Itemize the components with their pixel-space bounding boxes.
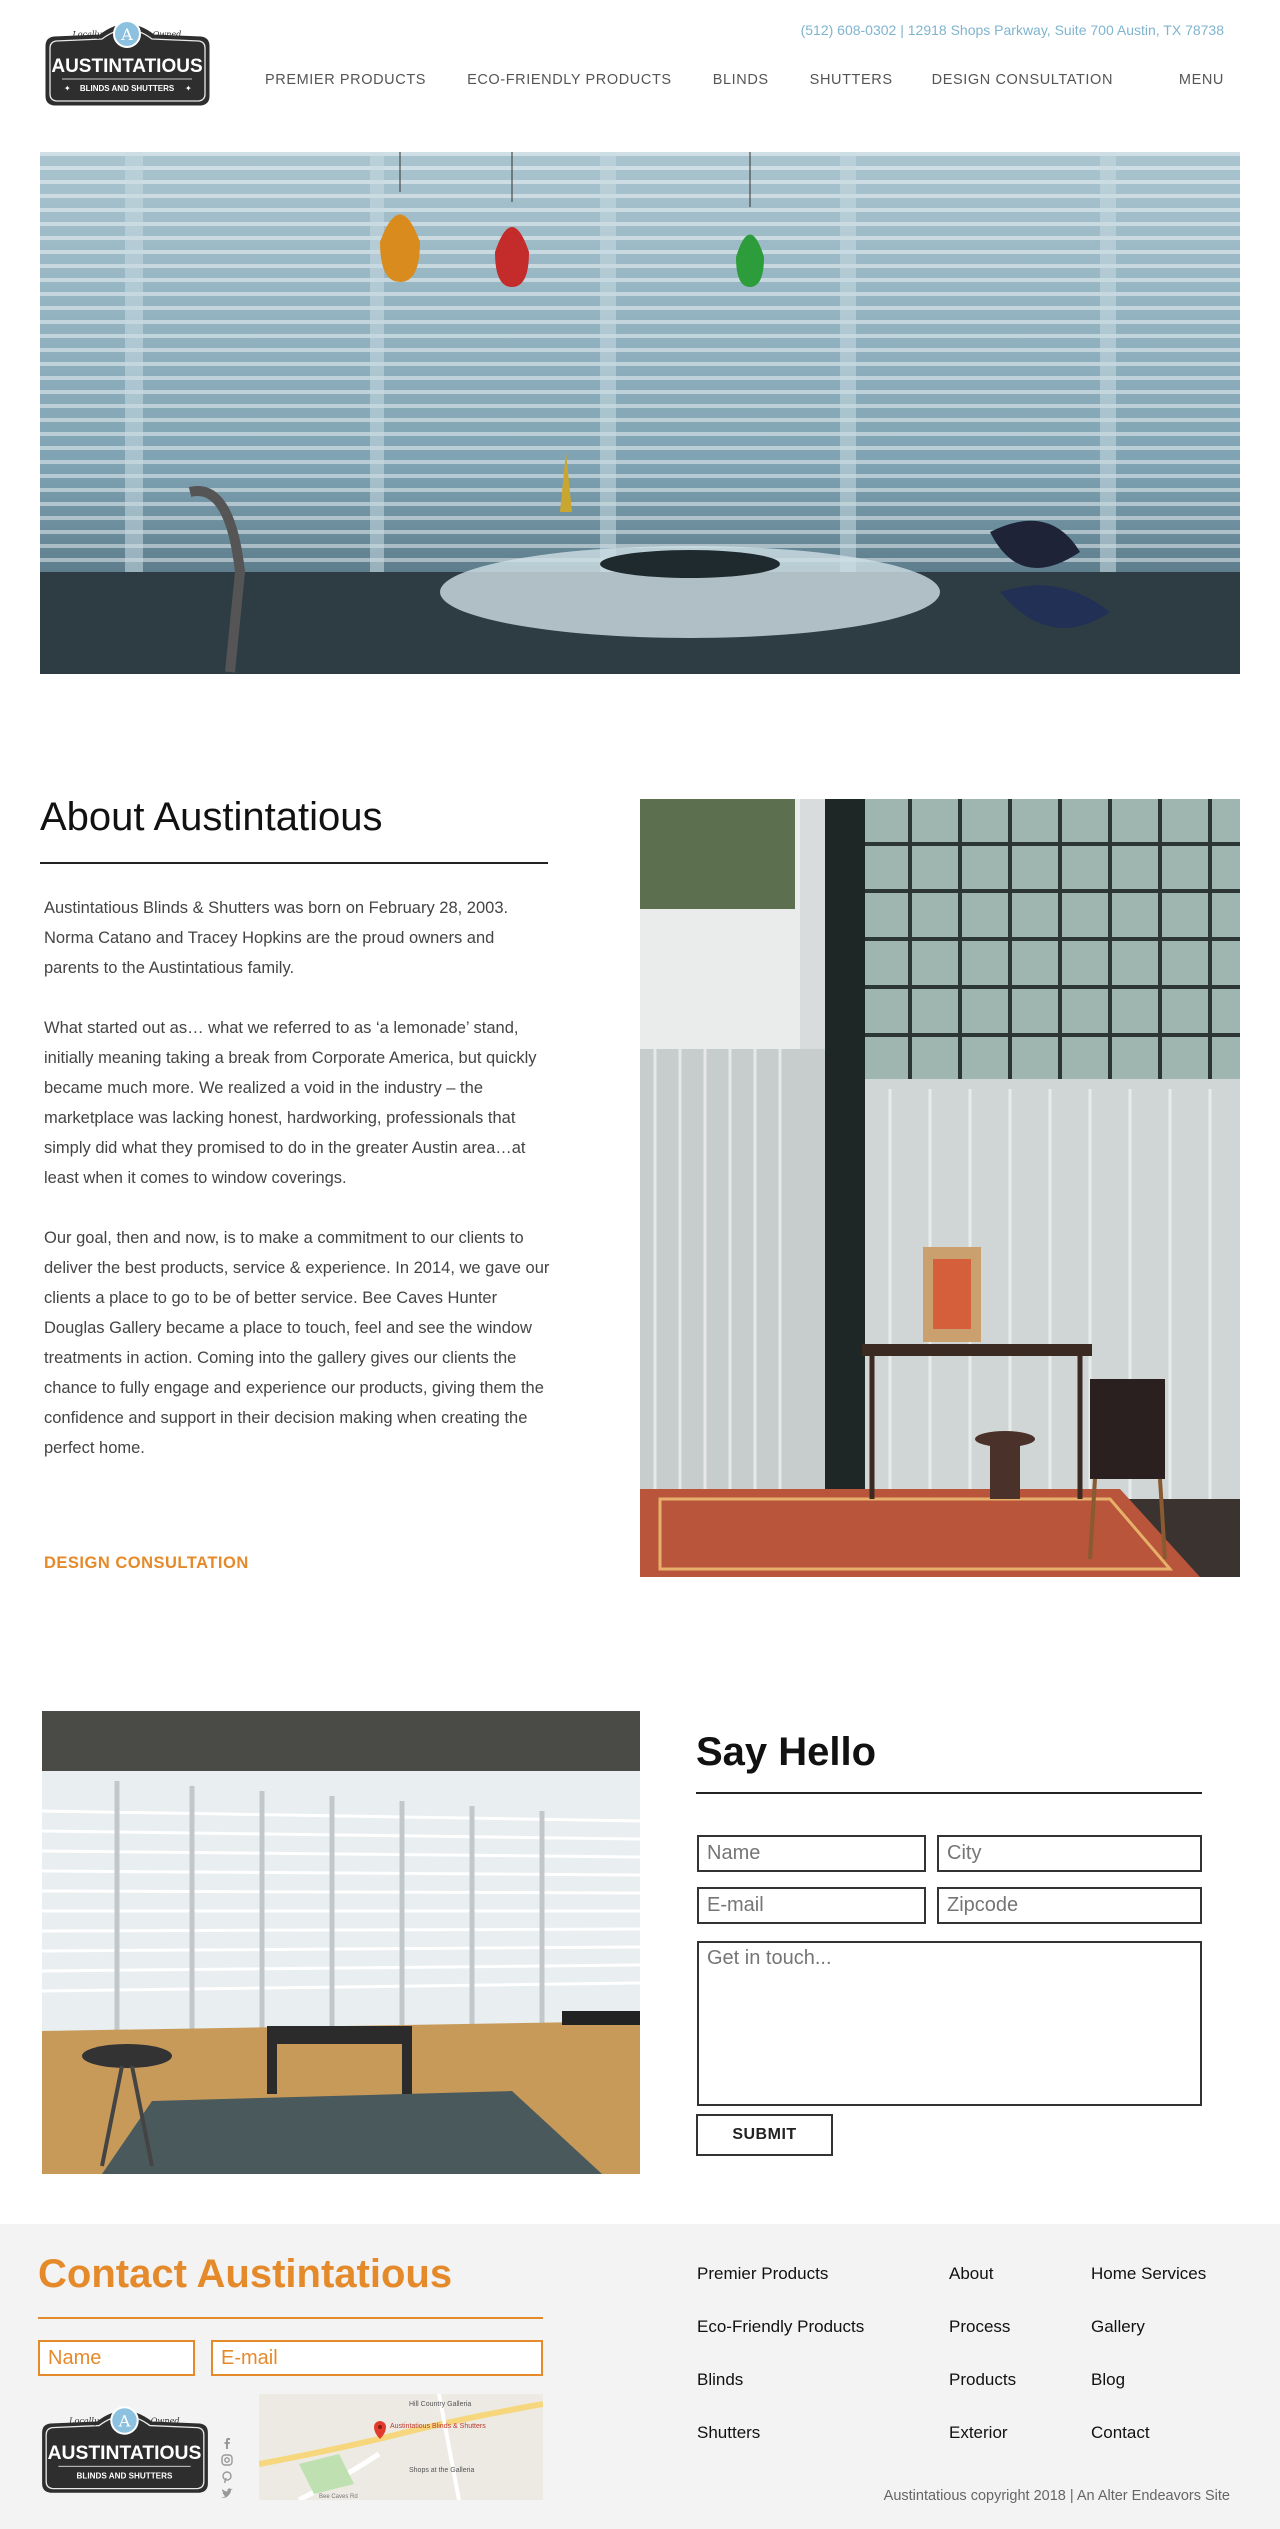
svg-text:A: A xyxy=(121,25,133,44)
svg-text:AUSTINTATIOUS: AUSTINTATIOUS xyxy=(51,56,203,77)
footer-link-products[interactable]: Products xyxy=(949,2370,1017,2389)
hero-image xyxy=(40,152,1240,674)
svg-text:A: A xyxy=(118,2411,131,2431)
say-hello-title: Say Hello xyxy=(696,1730,877,1774)
name-input[interactable] xyxy=(697,1835,926,1872)
footer-link-blinds[interactable]: Blinds xyxy=(697,2370,744,2389)
design-consultation-link[interactable]: DESIGN CONSULTATION xyxy=(44,1554,249,1572)
nav-eco-friendly-products[interactable]: ECO-FRIENDLY PRODUCTS xyxy=(467,72,672,88)
footer-link-exterior[interactable]: Exterior xyxy=(949,2423,1008,2442)
svg-text:✦: ✦ xyxy=(64,84,71,93)
svg-text:Bee Caves Rd: Bee Caves Rd xyxy=(319,2494,358,2500)
pinterest-icon[interactable] xyxy=(220,2470,234,2484)
social-links xyxy=(220,2436,234,2501)
about-paragraph: Our goal, then and now, is to make a commitment to our clients to deliver the best products, service & experience. In 2014, we gave our clients a place to go to be of better service. Bee Caves Hunter Douglas Gallery became a place to touch, feel and see the window treatments in action. Coming into the gallery gives our clients the chance to fully engage and experience our products, giving them the confidence and support in their decision making when creating the perfect home. xyxy=(44,1229,550,1457)
city-input[interactable] xyxy=(937,1835,1202,1872)
svg-text:Owned: Owned xyxy=(152,30,182,39)
instagram-icon[interactable] xyxy=(220,2453,234,2467)
about-text xyxy=(44,893,550,1493)
svg-text:Locally: Locally xyxy=(72,30,102,39)
about-title: About Austintatious xyxy=(40,795,383,839)
brand-logo[interactable] xyxy=(40,16,215,112)
submit-button[interactable]: SUBMIT xyxy=(696,2114,833,2156)
svg-text:Locally: Locally xyxy=(69,2415,99,2426)
site-header xyxy=(0,0,1280,140)
contact-divider xyxy=(38,2317,543,2319)
svg-text:Owned: Owned xyxy=(150,2415,180,2426)
svg-text:BLINDS AND SHUTTERS: BLINDS AND SHUTTERS xyxy=(79,84,175,93)
copyright: Austintatious copyright 2018 | An Alter Endeavors Site xyxy=(883,2488,1230,2504)
footer-brand-logo[interactable] xyxy=(36,2402,214,2500)
twitter-icon[interactable] xyxy=(220,2487,234,2501)
menu-button[interactable]: MENU xyxy=(1178,72,1224,88)
contact-title: Contact Austintatious xyxy=(38,2252,453,2296)
nav-shutters[interactable]: SHUTTERS xyxy=(809,72,893,88)
svg-text:Hill Country Galleria: Hill Country Galleria xyxy=(409,2401,472,2408)
footer-link-blog[interactable]: Blog xyxy=(1091,2370,1126,2389)
message-textarea[interactable] xyxy=(697,1941,1202,2106)
svg-text:✦: ✦ xyxy=(185,84,192,93)
footer-link-about[interactable]: About xyxy=(949,2264,994,2283)
footer-link-contact[interactable]: Contact xyxy=(1091,2423,1150,2442)
contact-line[interactable]: (512) 608-0302 | 12918 Shops Parkway, Suite 700 Austin, TX 78738 xyxy=(800,22,1224,38)
about-divider xyxy=(40,862,548,864)
email-input[interactable] xyxy=(697,1887,926,1924)
footer-link-process[interactable]: Process xyxy=(949,2317,1011,2336)
about-paragraph: Austintatious Blinds & Shutters was born on February 28, 2003. Norma Catano and Tracey Hopkins are the proud owners and parents to the Austintatious family. xyxy=(44,899,509,977)
zipcode-input[interactable] xyxy=(937,1887,1202,1924)
svg-text:Shops at the Galleria: Shops at the Galleria xyxy=(409,2467,475,2474)
footer-name-input[interactable] xyxy=(38,2340,195,2376)
location-map[interactable] xyxy=(259,2394,543,2500)
shutters-photo xyxy=(42,1711,640,2174)
footer-link-home-services[interactable]: Home Services xyxy=(1091,2264,1207,2283)
about-paragraph: What started out as… what we referred to as ‘a lemonade’ stand, initially meaning taking a break from Corporate America, but quickly became much more. We realized a void in the industry – the marketplace was lacking honest, hardworking, professionals that simply did what they promised to do in the greater Austin area…at least when it comes to window coverings. xyxy=(44,1019,537,1187)
footer-link-eco-friendly-products[interactable]: Eco-Friendly Products xyxy=(697,2317,865,2336)
footer-email-input[interactable] xyxy=(211,2340,543,2376)
footer-link-premier-products[interactable]: Premier Products xyxy=(697,2264,829,2283)
say-hello-divider xyxy=(696,1792,1202,1794)
about-photo xyxy=(640,799,1240,1577)
nav-blinds[interactable]: BLINDS xyxy=(712,72,769,88)
main-nav xyxy=(265,72,1113,88)
svg-text:AUSTINTATIOUS: AUSTINTATIOUS xyxy=(47,2443,202,2465)
facebook-icon[interactable] xyxy=(220,2436,234,2450)
svg-text:BLINDS AND SHUTTERS: BLINDS AND SHUTTERS xyxy=(76,2471,173,2481)
footer-link-shutters[interactable]: Shutters xyxy=(697,2423,761,2442)
nav-premier-products[interactable]: PREMIER PRODUCTS xyxy=(265,72,427,88)
svg-text:Austintatious Blinds & Shutter: Austintatious Blinds & Shutters xyxy=(390,2423,486,2430)
nav-design-consultation[interactable]: DESIGN CONSULTATION xyxy=(931,72,1114,88)
footer-link-gallery[interactable]: Gallery xyxy=(1091,2317,1145,2336)
